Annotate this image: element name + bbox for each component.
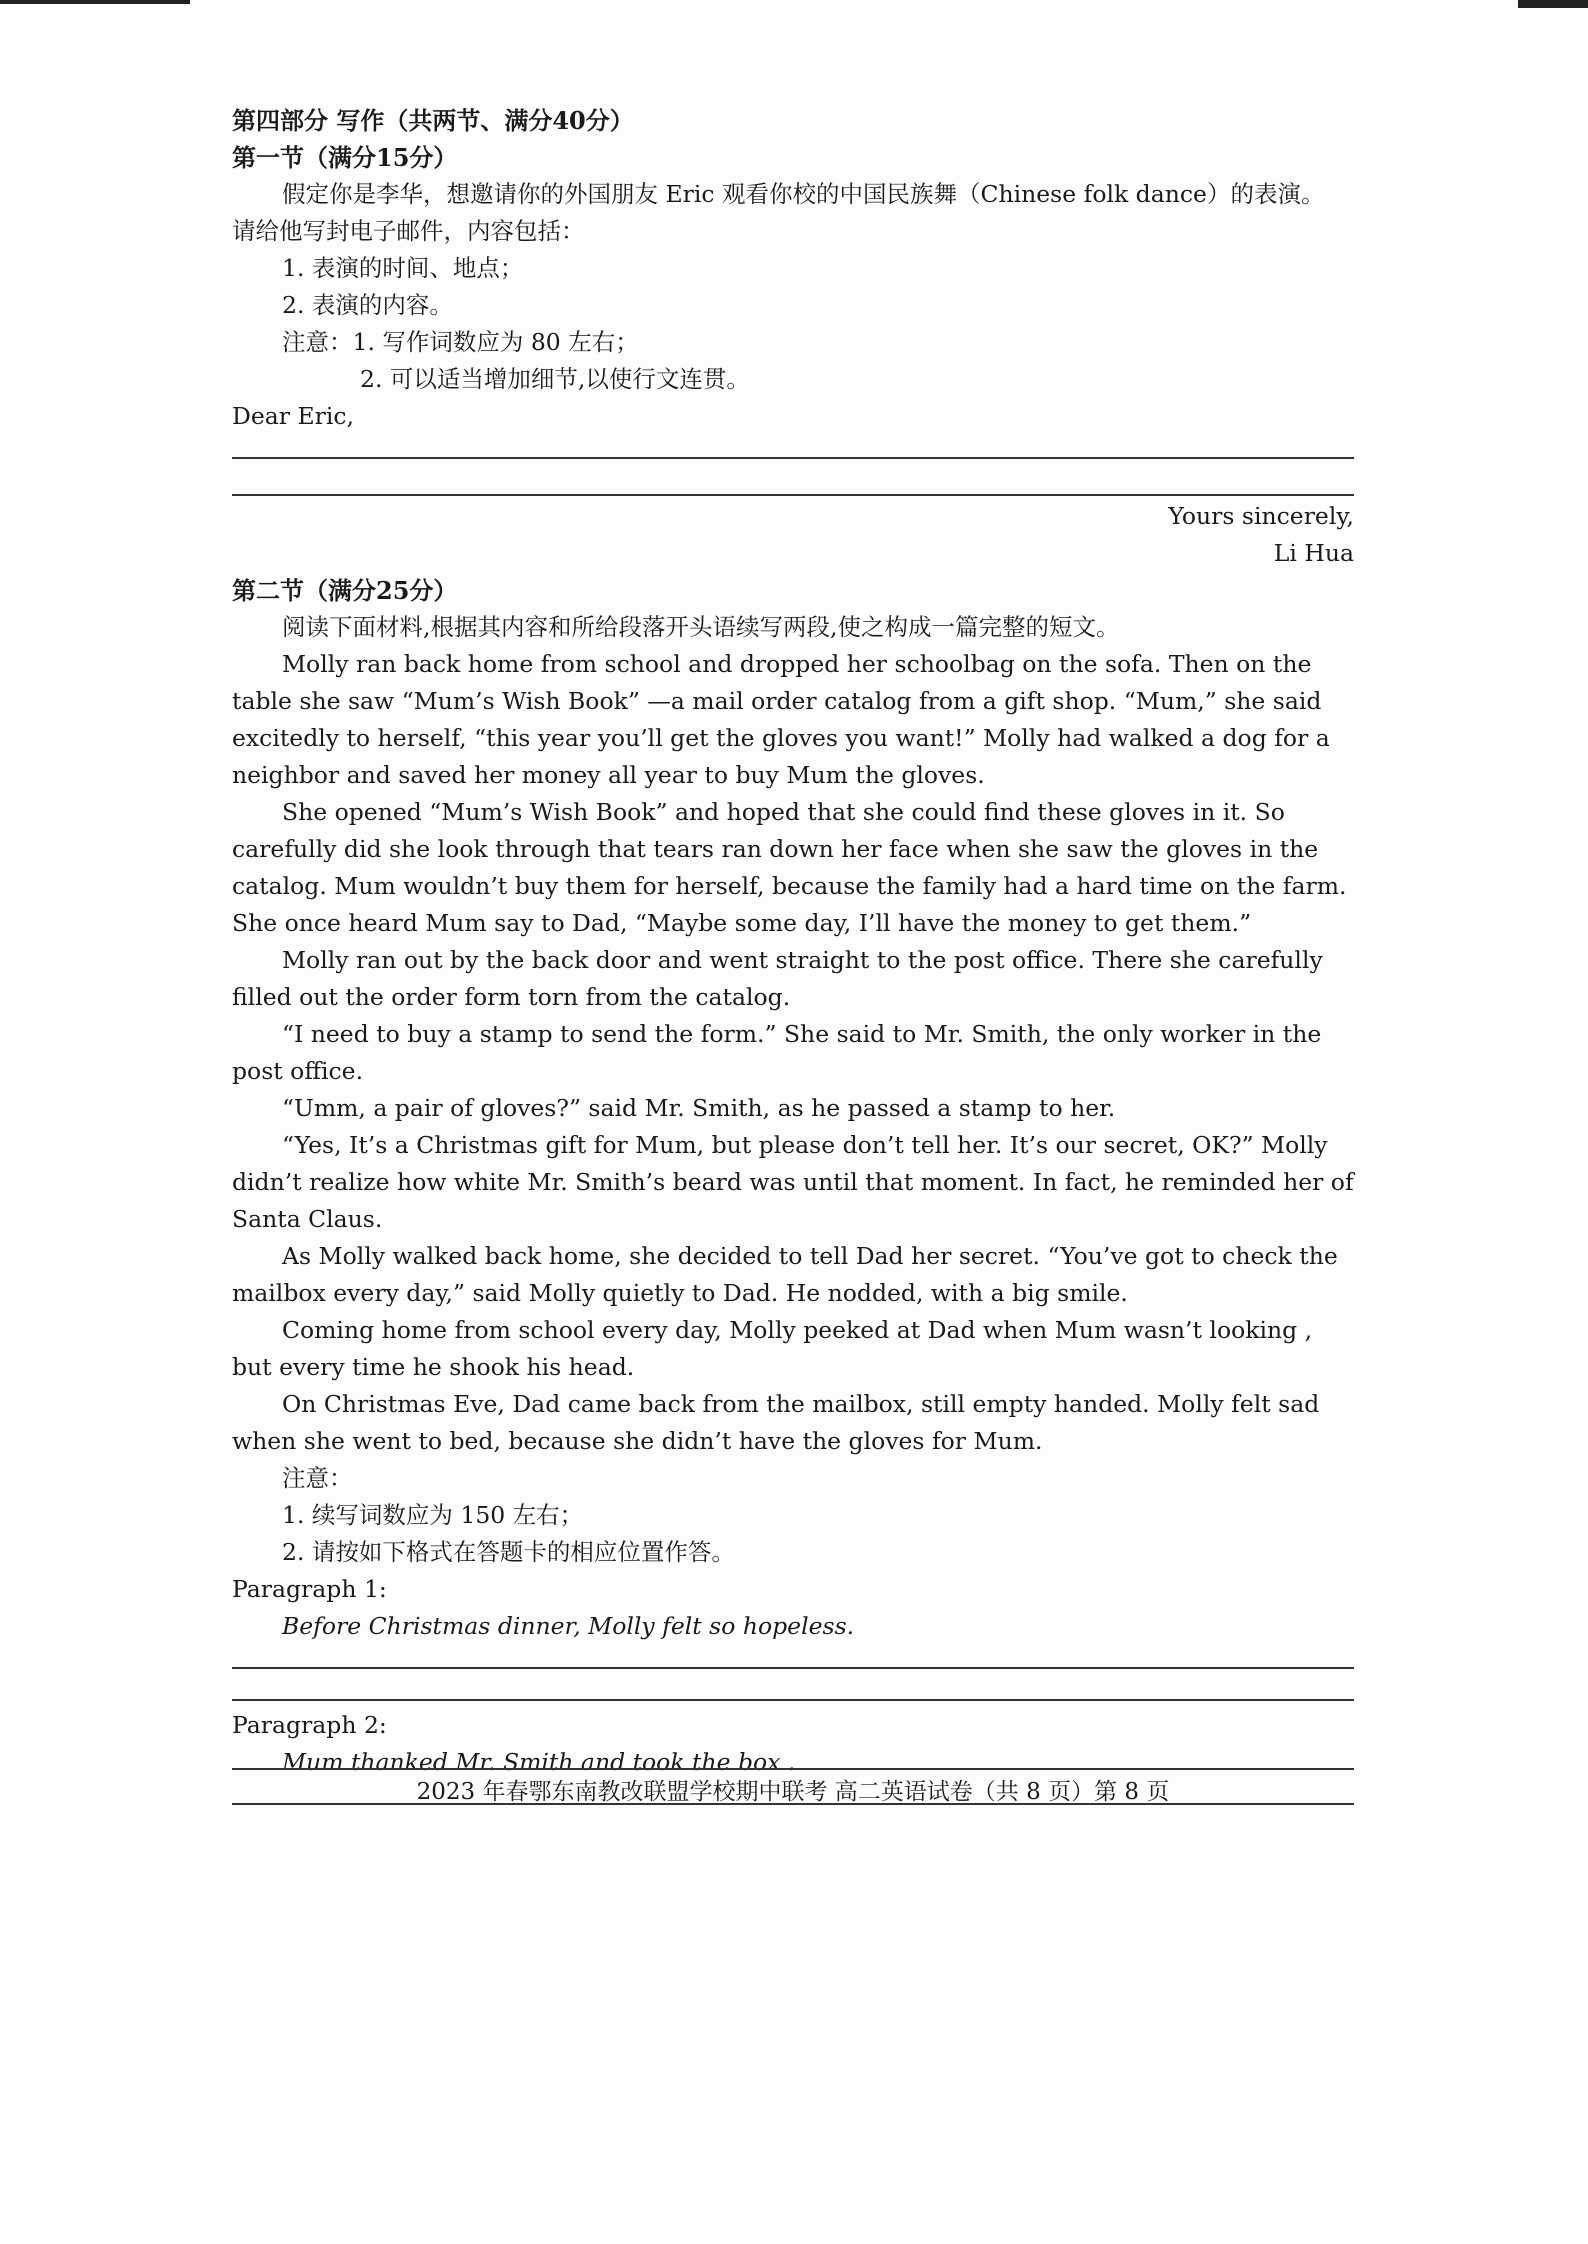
story-paragraph: She opened “Mum’s Wish Book” and hoped that she could find these gloves in it. So carefully did she look through that tears ran down her face when she saw the gloves in the catalog. Mum wouldn’t buy them for herself, because the family had a hard time on the farm. She once heard Mum say to Dad, “Maybe some day, I’ll have the money to get them.” — [232, 798, 1347, 937]
story-paragraph: Molly ran back home from school and dropped her schoolbag on the sofa. Then on the table she saw “Mum’s Wish Book” —a mail order catalog from a gift shop. “Mum,” she said excitedly to herself, “this year you’ll get the gloves you want!” Molly had walked a dog for a neighbor and saved her money all year to buy Mum the gloves. — [232, 650, 1330, 789]
section1-title: 第一节（满分15分） — [232, 143, 458, 172]
section2-instruction: 阅读下面材料,根据其内容和所给段落开头语续写两段,使之构成一篇完整的短文。 — [282, 613, 1120, 641]
letter-greeting: Dear Eric, — [232, 402, 354, 430]
section2-note-label: 注意： — [282, 1464, 353, 1492]
paragraph2-label: Paragraph 2: — [232, 1711, 387, 1739]
answer-line — [232, 494, 1354, 496]
section1-item-1: 1. 表演的时间、地点； — [282, 254, 524, 282]
paragraph1-opening: Before Christmas dinner, Molly felt so hopeless. — [282, 1612, 855, 1640]
letter-signature: Li Hua — [1273, 539, 1354, 567]
section2-note-2: 2. 请按如下格式在答题卡的相应位置作答。 — [282, 1538, 735, 1566]
section2-note-1: 1. 续写词数应为 150 左右； — [282, 1501, 584, 1529]
section1-prompt: 假定你是李华，想邀请你的外国朋友 Eric 观看你校的中国民族舞（Chinese folk dance）的表演。 — [282, 180, 1325, 208]
paragraph1-label: Paragraph 1: — [232, 1575, 387, 1603]
paragraph2-opening: Mum thanked Mr. Smith and took the box . — [282, 1748, 796, 1776]
answer-line — [232, 457, 1354, 459]
section1-note-1: 注意：1. 写作词数应为 80 左右； — [282, 328, 639, 356]
story-paragraph: “Yes, It’s a Christmas gift for Mum, but please don’t tell her. It’s our secret, OK?” Molly didn’t realize how white Mr. Smith’s beard was until that moment. In fact, he reminded her of Santa Claus. — [232, 1131, 1354, 1233]
page-footer: 2023 年春鄂东南教改联盟学校期中联考 高二英语试卷（共 8 页）第 8 页 — [232, 1768, 1354, 1812]
scan-edge-mark — [1518, 0, 1588, 8]
section2-title: 第二节（满分25分） — [232, 576, 458, 605]
section1-prompt-cont: 请给他写封电子邮件，内容包括： — [232, 217, 585, 245]
answer-line — [232, 1699, 1354, 1701]
story-paragraph: Coming home from school every day, Molly peeked at Dad when Mum wasn’t looking , but every time he shook his head. — [232, 1316, 1313, 1381]
section1-item-2: 2. 表演的内容。 — [282, 291, 453, 319]
section1-note-2: 2. 可以适当增加细节,以使行文连贯。 — [360, 365, 750, 393]
story-paragraph: On Christmas Eve, Dad came back from the mailbox, still empty handed. Molly felt sad when she went to bed, because she didn’t have the gloves for Mum. — [232, 1390, 1320, 1455]
story-paragraph: Molly ran out by the back door and went straight to the post office. There she carefully filled out the order form torn from the catalog. — [232, 946, 1323, 1011]
answer-line — [232, 1667, 1354, 1669]
part-title: 第四部分 写作（共两节、满分40分） — [232, 106, 634, 135]
story-paragraph: “Umm, a pair of gloves?” said Mr. Smith, as he passed a stamp to her. — [282, 1094, 1116, 1122]
story-paragraph: As Molly walked back home, she decided to tell Dad her secret. “You’ve got to check the mailbox every day,” said Molly quietly to Dad. He nodded, with a big smile. — [232, 1242, 1338, 1307]
letter-closing: Yours sincerely, — [1168, 502, 1354, 530]
exam-page — [232, 102, 1354, 1805]
story-paragraph: “I need to buy a stamp to send the form.” She said to Mr. Smith, the only worker in the post office. — [232, 1020, 1322, 1085]
scan-edge-mark — [0, 0, 190, 4]
